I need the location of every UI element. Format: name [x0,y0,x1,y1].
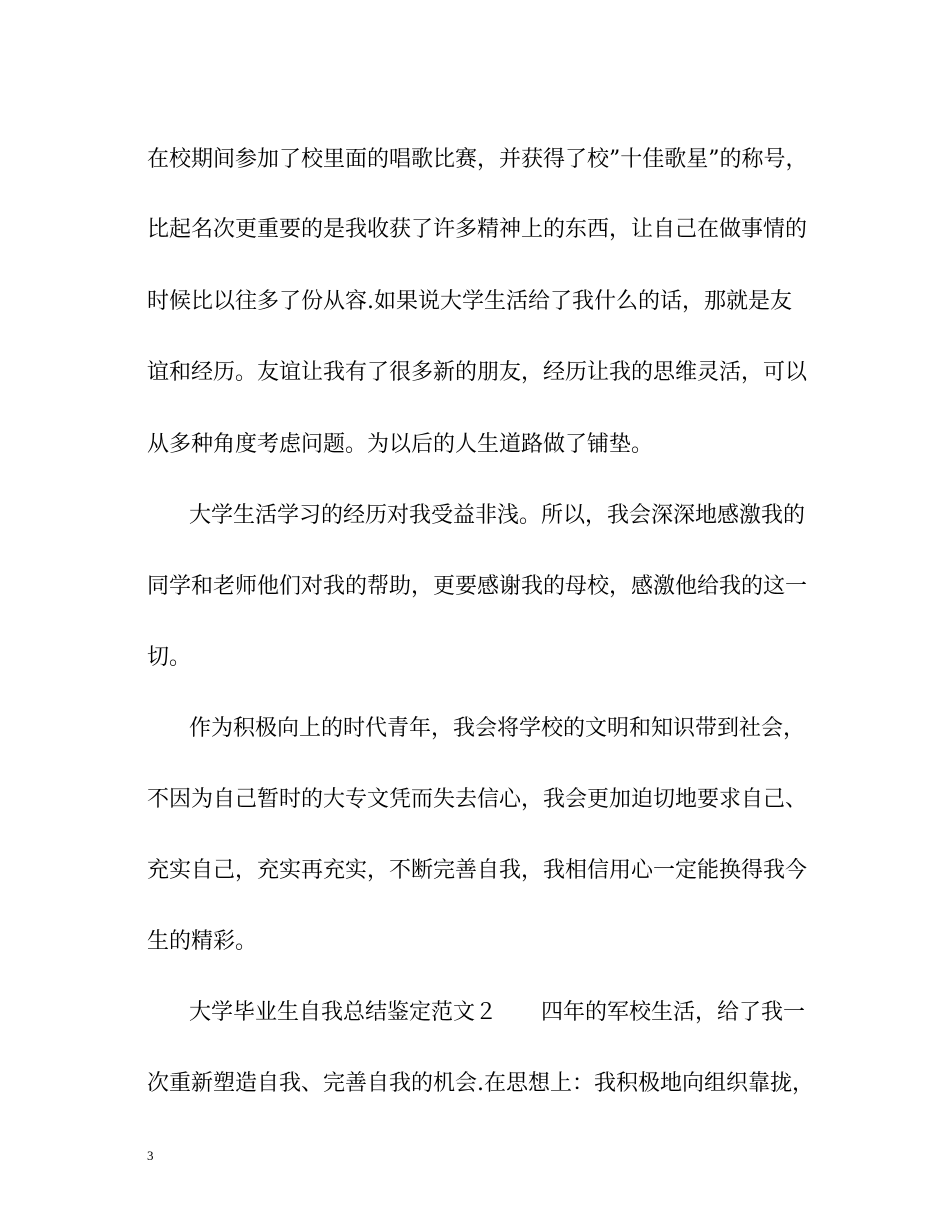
text-line: 同学和老师他们对我的帮助，更要感谢我的母校，感激他给我的这一 [147,574,808,599]
text-line: 不因为自己暂时的大专文凭而失去信心，我会更加迫切地要求自己、 [147,787,808,812]
text-line: 从多种角度考虑问题。为以后的人生道路做了铺垫。 [147,432,654,457]
text-line: 谊和经历。友谊让我有了很多新的朋友，经历让我的思维灵活，可以 [147,360,808,385]
text-line: 切。 [147,645,192,670]
paragraph-start-line: 大学生活学习的经历对我受益非浅。所以，我会深深地感激我的 [189,503,806,528]
page-number: 3 [147,1148,154,1163]
paragraph-start-line: 作为积极向上的时代青年，我会将学校的文明和知识带到社会， [189,716,806,741]
text-line: 比起名次更重要的是我收获了许多精神上的东西，让自己在做事情的 [147,217,808,242]
text-line: 在校期间参加了校里面的唱歌比赛，并获得了校”十佳歌星”的称号， [147,147,808,172]
paragraph-start-line: 大学毕业生自我总结鉴定范文２ 四年的军校生活，给了我一 [189,1000,806,1025]
text-line: 生的精彩。 [147,929,258,954]
text-line: 时候比以往多了份从容.如果说大学生活给了我什么的话，那就是友 [147,289,792,314]
text-line: 次重新塑造自我、完善自我的机会.在思想上：我积极地向组织靠拢， [147,1071,814,1096]
text-line: 充实自己，充实再充实，不断完善自我，我相信用心一定能换得我今 [147,858,808,883]
